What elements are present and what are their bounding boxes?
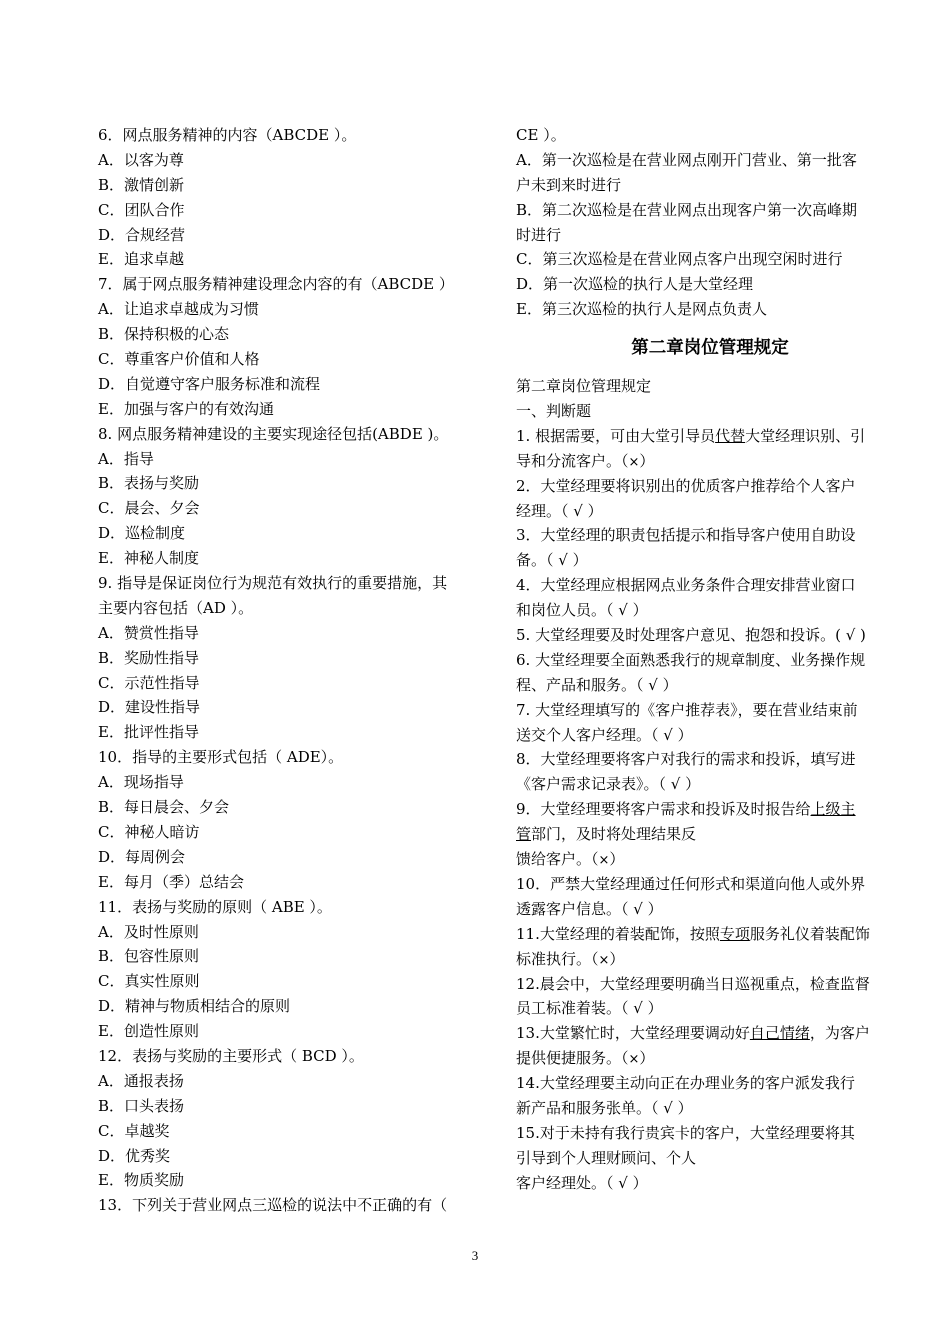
judgment-line: 标准执行。（×） [516, 949, 625, 968]
text-line: C．神秘人暗访 [98, 822, 200, 841]
right-column [516, 123, 904, 1196]
text-line: 13．下列关于营业网点三巡检的说法中不正确的有（ [98, 1196, 448, 1215]
text-line: E．第三次巡检的执行人是网点负责人 [516, 300, 767, 319]
text-line: B．奖励性指导 [98, 648, 200, 667]
judgment-line: 和岗位人员。（ √ ） [516, 601, 648, 620]
text-line: C．第三次巡检是在营业网点客户出现空闲时进行 [516, 250, 843, 269]
judgment-line: 4．大堂经理应根据网点业务条件合理安排营业窗口 [516, 576, 856, 595]
judgment-line: 新产品和服务张单。（ √ ） [516, 1098, 693, 1117]
judgment-line: 6. 大堂经理要全面熟悉我行的规章制度、业务操作规 [516, 650, 866, 669]
judgment-line: 备。（ √ ） [516, 551, 588, 570]
judgment-line: 8．大堂经理要将客户对我行的需求和投诉，填写进 [516, 750, 856, 769]
judgment-line: 15.对于未持有我行贵宾卡的客户，大堂经理要将其 [516, 1123, 855, 1142]
judgment-line: 13.大堂繁忙时，大堂经理要调动好自己情绪，为客户 [516, 1024, 870, 1043]
text-line: C．卓越奖 [98, 1121, 170, 1140]
text-line: 时进行 [516, 225, 562, 244]
text-line: D．第一次巡检的执行人是大堂经理 [516, 275, 754, 294]
text-line: B．激情创新 [98, 175, 185, 194]
judgment-line: 9．大堂经理要将客户需求和投诉及时报告给上级主 [516, 800, 856, 819]
text-line: D．巡检制度 [98, 524, 186, 543]
text-line: A．现场指导 [98, 773, 184, 792]
text-line: B．保持积极的心态 [98, 325, 230, 344]
wrong-mark: × [598, 952, 610, 968]
judgment-line: 5. 大堂经理要及时处理客户意见、抱怨和投诉。( √ ) [516, 626, 866, 645]
judgment-line: 员工标准着装。（ √ ） [516, 999, 663, 1018]
text-line: 9. 指导是保证岗位行为规范有效执行的重要措施，其 [98, 574, 448, 593]
text-line: C．示范性指导 [98, 673, 200, 692]
judgment-line: 10．严禁大堂经理通过任何形式和渠道向他人或外界 [516, 874, 866, 893]
text-line: D．精神与物质相结合的原则 [98, 997, 291, 1016]
text-line: D．优秀奖 [98, 1146, 171, 1165]
left-column [98, 123, 488, 1218]
judgment-line: 经理。（ √ ） [516, 501, 603, 520]
text-line: A．通报表扬 [98, 1071, 184, 1090]
judgment-line: 客户经理处。（ √ ） [516, 1173, 648, 1192]
text-line: D．自觉遵守客户服务标准和流程 [98, 374, 321, 393]
judgment-line: 导和分流客户。（×） [516, 451, 655, 470]
judgment-line: 送交个人客户经理。（ √ ） [516, 725, 693, 744]
text-line: A．赞赏性指导 [98, 623, 199, 642]
text-line: B．第二次巡检是在营业网点出现客户第一次高峰期 [516, 200, 858, 219]
text-line: E．追求卓越 [98, 250, 184, 269]
judgment-line: 引导到个人理财顾问、个人 [516, 1148, 697, 1167]
text-line: 8. 网点服务精神建设的主要实现途径包括(ABDE )。 [98, 424, 449, 443]
judgment-line: 1. 根据需要，可由大堂引导员代替大堂经理识别、引 [516, 426, 866, 445]
judgment-line: 3．大堂经理的职责包括提示和指导客户使用自助设 [516, 526, 856, 545]
text-line: 12．表扬与奖励的主要形式（ BCD ）。 [98, 1046, 364, 1065]
text-line: C．团队合作 [98, 200, 185, 219]
text-line: D．每周例会 [98, 847, 186, 866]
text-line: B．口头表扬 [98, 1096, 185, 1115]
text-line: 11．表扬与奖励的原则（ ABE ）。 [98, 897, 332, 916]
judgment-line: 12.晨会中，大堂经理要明确当日巡视重点，检查监督 [516, 974, 870, 993]
judgment-line: 2．大堂经理要将识别出的优质客户推荐给个人客户 [516, 476, 856, 495]
text-line: A．指导 [98, 449, 154, 468]
text-line: E．加强与客户的有效沟通 [98, 399, 274, 418]
judgment-line: 提供便捷服务。（×） [516, 1049, 655, 1068]
text-line: A．及时性原则 [98, 922, 199, 941]
text-line: A．第一次巡检是在营业网点刚开门营业、第一批客 [516, 150, 857, 169]
text-line: 主要内容包括（AD ）。 [98, 598, 254, 617]
text-line: CE ）。 [516, 126, 566, 144]
section-title: 第二章岗位管理规定 [516, 377, 652, 396]
judgment-line: 11.大堂经理的着装配饰，按照专项服务礼仪着装配饰 [516, 924, 870, 943]
wrong-mark: × [598, 853, 610, 869]
text-line: A．让追求卓越成为习惯 [98, 300, 259, 319]
text-line: C．尊重客户价值和人格 [98, 350, 260, 369]
text-line: 10．指导的主要形式包括（ ADE）。 [98, 748, 344, 767]
text-line: 6．网点服务精神的内容（ABCDE ）。 [98, 126, 357, 144]
text-line: 7．属于网点服务精神建设理念内容的有（ABCDE ） [98, 275, 454, 294]
text-line: 户未到来时进行 [516, 175, 622, 194]
wrong-mark: × [628, 454, 640, 470]
judgment-line: 馈给客户。（×） [516, 850, 625, 869]
text-line: D．合规经营 [98, 225, 186, 244]
text-line: E．创造性原则 [98, 1022, 199, 1041]
text-line: D．建设性指导 [98, 698, 201, 717]
text-line: E．批评性指导 [98, 723, 199, 742]
judgment-line: 7. 大堂经理填写的《客户推荐表》，要在营业结束前 [516, 700, 858, 719]
text-line: C．晨会、夕会 [98, 499, 200, 518]
judgment-line: 14.大堂经理要主动向正在办理业务的客户派发我行 [516, 1074, 855, 1093]
page-number: 3 [471, 1248, 479, 1263]
text-line: E．物质奖励 [98, 1171, 184, 1190]
text-line: E．每月（季）总结会 [98, 872, 244, 891]
text-line: B．表扬与奖励 [98, 474, 200, 493]
judgment-line: 透露客户信息。（ √ ） [516, 899, 663, 918]
text-line: B．包容性原则 [98, 947, 200, 966]
text-line: A．以客为尊 [98, 150, 184, 169]
judgment-line: 程、产品和服务。（ √ ） [516, 675, 678, 694]
judgment-line: 管部门，及时将处理结果反 [516, 825, 697, 844]
judgment-line: 《客户需求记录表》。（ √ ） [516, 775, 701, 794]
text-line: C．真实性原则 [98, 972, 200, 991]
wrong-mark: × [628, 1052, 640, 1068]
section-subtitle: 一、判断题 [516, 402, 592, 421]
text-line: E．神秘人制度 [98, 549, 199, 568]
text-line: B．每日晨会、夕会 [98, 798, 230, 817]
chapter-heading: 第二章岗位管理规定 [631, 338, 789, 359]
